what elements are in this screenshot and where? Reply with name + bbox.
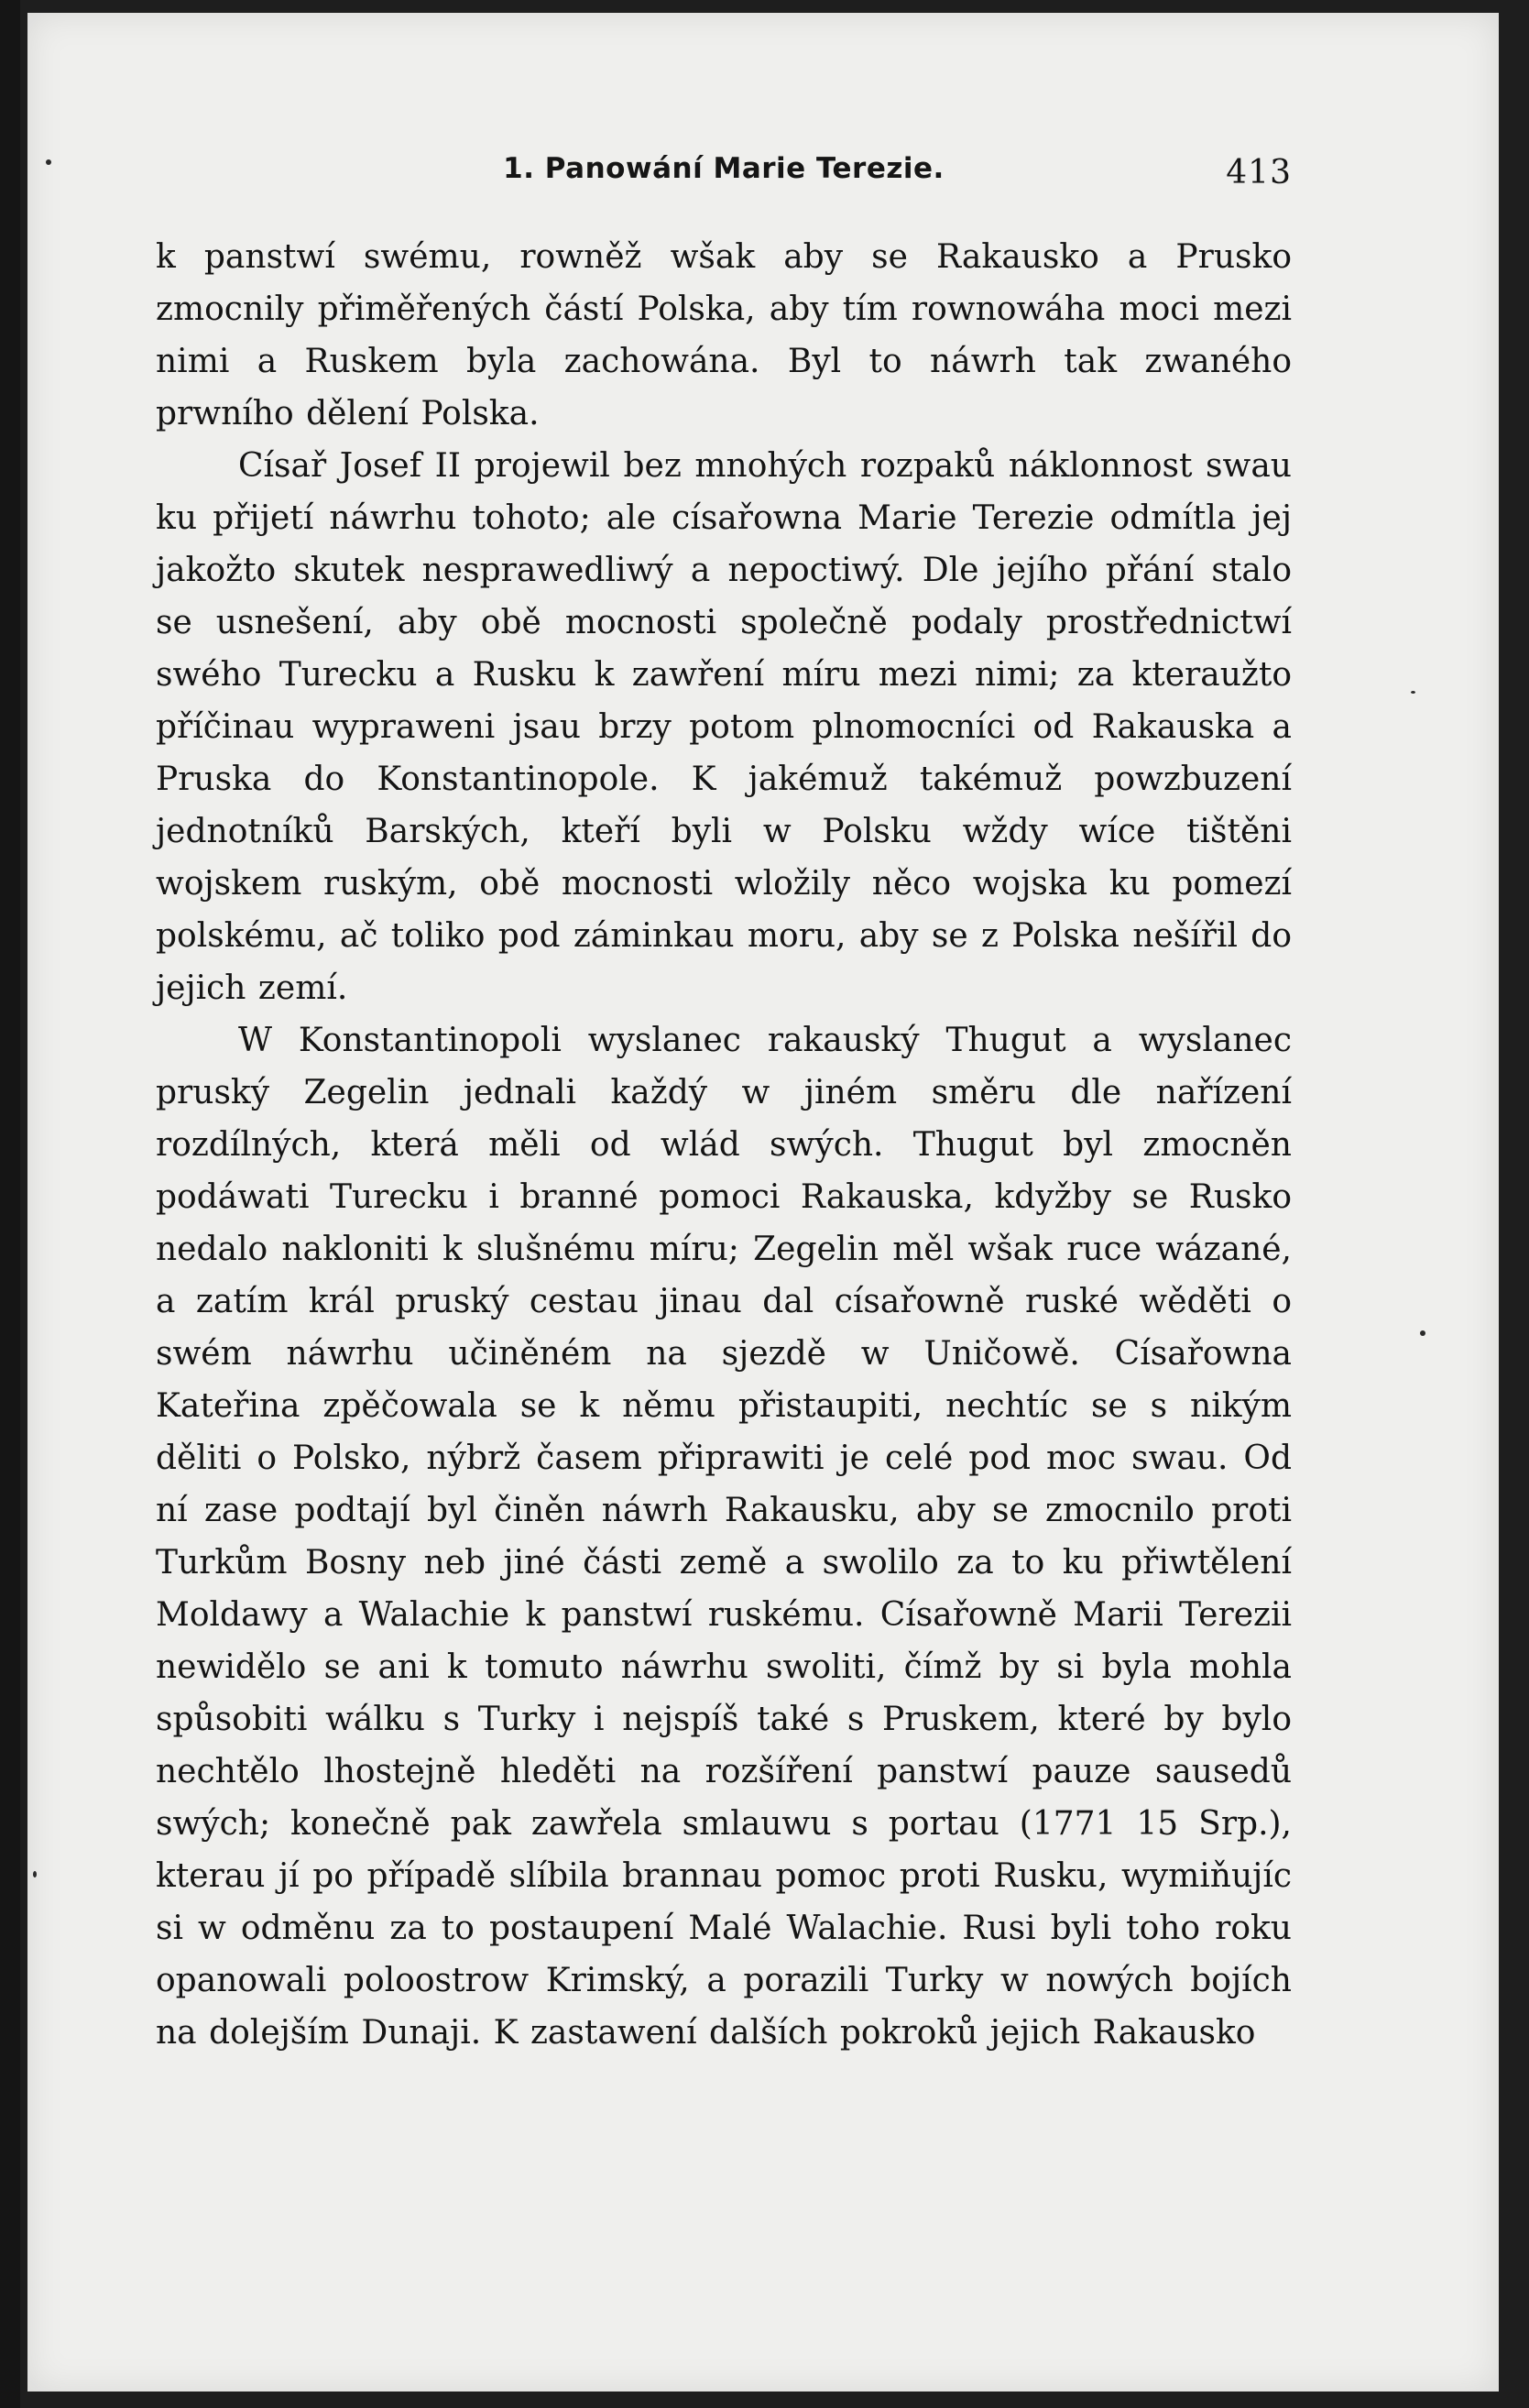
paragraph-konstantinopol: W Konstantinopoli wyslanec rakauský Thugut a wyslanec pruský Zegelin jednali každý w jiném směru dle nařízení rozdílných, která měli od wlád swých. Thugut byl zmocněn podáwati Turecku i branné pomoci Rakauska, kdyžby se Rusko nedalo nakloniti k slušnému míru; Zegelin měl wšak ruce wázané, a zatím král pruský cestau jinau dal císařowně ruské wěděti o swém náwrhu učiněném na sjezdě w Uničowě. Císařowna Kateřina zpěčowala se k němu přistaupiti, nechtíc se s nikým děliti o Polsko, nýbrž časem připrawiti je celé pod moc swau. Od ní zase podtají byl činěn náwrh Rakausku, aby se zmocnilo proti Turkům Bosny neb jiné části země a swolilo za to ku přiwtělení Moldawy a Walachie k panstwí ruskému. Císařowně Marii Terezii newidělo se ani k tomuto náwrhu swoliti, čímž by si byla mohla spůsobiti wálku s Turky i nejspíš také s Pruskem, které by bylo nechtělo lhostejně hleděti na rozšíření panstwí pauze sausedů swých; konečně pak zawřela smlauwu s portau (1771 15 Srp.), kterau jí po případě slíbila brannau pomoc proti Rusku, wymiňujíc si w odměnu za to postaupení Malé Walachie. Rusi byli toho roku opanowali poloostrow Krimský, a porazili Turky w nowých bojích na dolejším Dunaji. K zastawení dalších pokroků jejich Rakausko (156, 1022, 1292, 2052)
scan-speck (1411, 691, 1415, 694)
scan-speck (33, 1871, 37, 1877)
running-title: 1. Panowání Marie Terezie. (503, 152, 945, 185)
scan-speck (46, 159, 51, 165)
paragraph-continuation: k panstwí swému, rowněž wšak aby se Rakausko a Prusko zmocnily přiměřených částí Polska, aby tím rownowáha moci mezi nimi a Ruskem byla zachowána. Byl to náwrh tak zwaného prwního dělení Polska. (156, 238, 1292, 432)
body-text (156, 231, 1292, 2059)
running-header (156, 147, 1292, 202)
paragraph-josef-ii: Císař Josef II projewil bez mnohých rozpaků náklonnost swau ku přijetí náwrhu tohoto; ale císařowna Marie Terezie odmítla jej jakožto skutek nesprawedliwý a nepoctiwý. Dle jejího přání stalo se usnešení, aby obě mocnosti společně podaly prostřednictwí swého Turecku a Rusku k zawření míru mezi nimi; za kteraužto příčinau wypraweni jsau brzy potom plnomocníci od Rakauska a Pruska do Konstantinopole. K jakémuž takémuž powzbuzení jednotníků Barských, kteří byli w Polsku wždy wíce tištěni wojskem ruským, obě mocnosti wložily něco wojska ku pomezí polskému, ač toliko pod záminkau moru, aby se z Polska nešířil do jejich zemí. (156, 447, 1292, 1007)
book-spine-shadow (0, 0, 20, 2408)
scan-speck (1420, 1330, 1425, 1336)
page-number: 413 (1226, 154, 1292, 192)
